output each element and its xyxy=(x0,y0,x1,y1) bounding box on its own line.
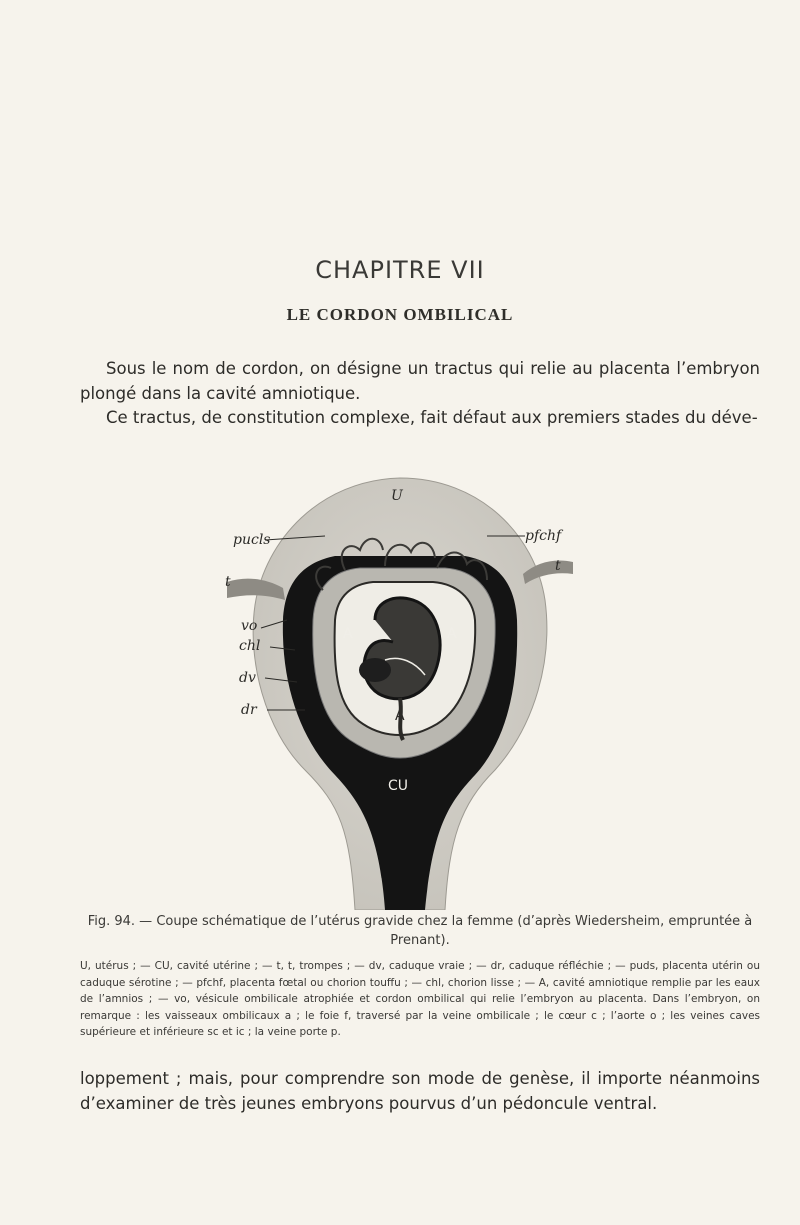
figure-caption-text: Fig. 94. — Coupe schématique de l’utérus gravide chez la femme (d’après Wiedersheim, empruntée à Prenant). xyxy=(87,914,753,948)
chapter-heading: CHAPITRE VII xyxy=(315,256,485,284)
embryo-heart xyxy=(359,658,391,682)
chapter-title: LE CORDON OMBILICAL xyxy=(286,305,514,324)
label-A2: A xyxy=(447,626,457,642)
label-A3: A xyxy=(395,708,405,724)
label-t-right: t xyxy=(555,558,561,574)
label-t-left: t xyxy=(225,574,231,590)
paragraph-second: Ce tractus, de constitution complexe, fait défaut aux premiers stades du déve- xyxy=(106,408,758,427)
label-dv: dv xyxy=(239,670,256,686)
label-A1: A xyxy=(343,626,353,642)
label-CU: CU xyxy=(388,778,409,794)
figure-caption xyxy=(80,912,760,950)
label-pfchf: pfchf xyxy=(525,528,562,544)
embryo xyxy=(364,598,440,699)
label-pucls: pucls xyxy=(233,532,271,548)
label-chl: chl xyxy=(239,638,261,654)
figure-legend: U, utérus ; — CU, cavité utérine ; — t, t, trompes ; — dv, caduque vraie ; — dr, caduque réfléchie ; — puds, placenta utérin ou caduque sérotine ; — pfchf, placenta fœtal ou chorion touffu ; — chl, chorion lisse ; — A, cavité amniotique remplie par les eaux de l’amnios ; — vo, vésicule ombilicale atrophiée et cordon ombilical qui relie l’embryon au placenta. Dans l’embryon, on remarque : les vaisseaux ombilicaux a ; le foie f, traversé par la veine ombilicale ; le cœur c ; l’aorte o ; les veines caves supérieure et inférieure sc et ic ; la veine porte p. xyxy=(80,960,760,1038)
label-vo: vo xyxy=(241,618,258,634)
paragraph-intro: Sous le nom de cordon, on désigne un tractus qui relie au placenta l’embryon plongé dans la cavité amniotique. xyxy=(80,359,760,403)
label-dr: dr xyxy=(241,702,257,718)
label-U: U xyxy=(391,488,403,504)
uterus-section-figure xyxy=(225,470,575,910)
paragraph-continuation: loppement ; mais, pour comprendre son mode de genèse, il importe néanmoins d’examiner de très jeunes embryons pourvus d’un pédoncule ventral. xyxy=(80,1069,760,1113)
